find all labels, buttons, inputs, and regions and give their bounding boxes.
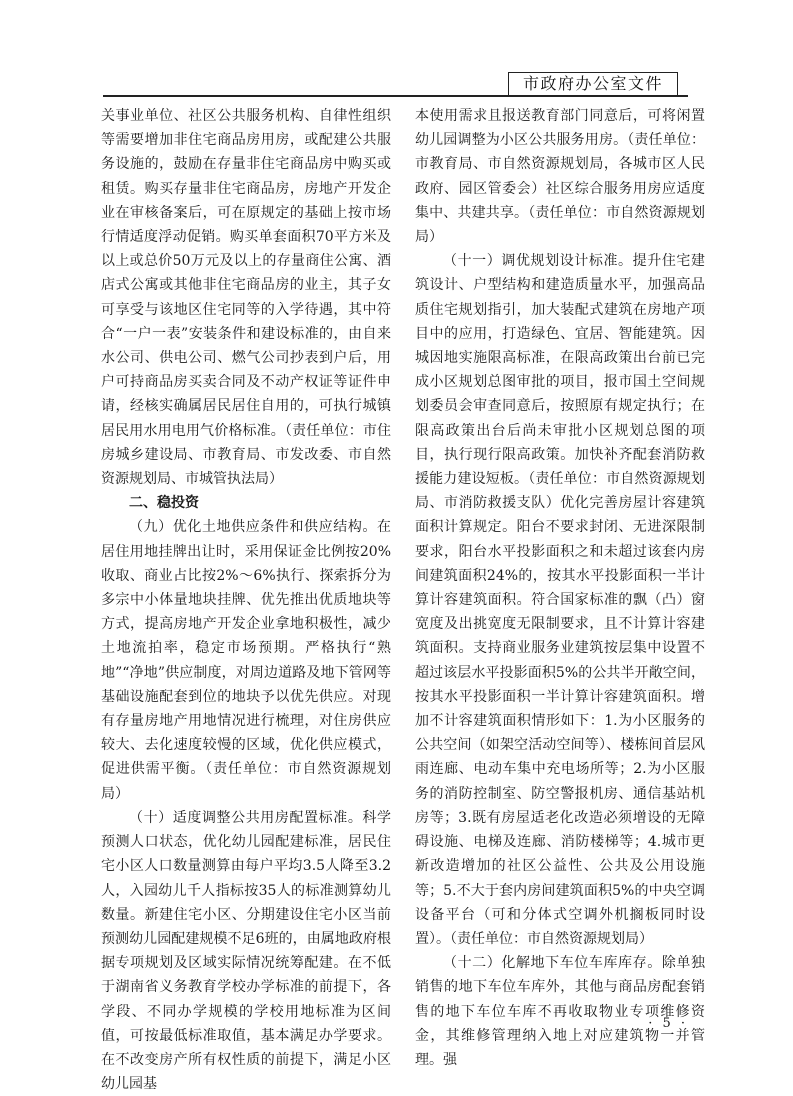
right-column [415,104,705,1072]
paragraph: （十）适度调整公共用房配置标准。科学预测人口状态，优化幼儿园配建标准，居民住宅小区人口数量测算由每户平均3.5人降至3.2人，入园幼儿千人指标按35人的标准测算幼儿数量。新建住宅小区、分期建设住宅小区当前预测幼儿园配建规模不足6班的，由属地政府根据专项规划及区域实际情况统筹配建。在不低于湖南省义务教育学校办学标准的前提下，各学段、不同办学规模的学校用地标准为区间值，可按最低标准取值，基本满足办学要求。在不改变房产所有权性质的前提下，满足小区幼儿园基 [101,809,391,1093]
header-rule [103,95,688,97]
paragraph: 关事业单位、社区公共服务机构、自律性组织等需要增加非住宅商品房用房，或配建公共服务设施的，鼓励在存量非住宅商品房中购买或租赁。购买存量非住宅商品房，房地产开发企业在审核备案后，可在原规定的基础上按市场行情适度浮动促销。购买单套面积70平方米及以上或总价50万元及以上的存量商住公寓、酒店式公寓或其他非住宅商品房的业主，其子女可享受与该地区住宅同等的入学待遇，其中符合“一户一表”安装条件和建设标准的，由自来水公司、供电公司、燃气公司抄表到户后，用户可持商品房买卖合同及不动产权证等证件申请，经核实确属居民居住自用的，可执行城镇居民用水用电用气价格标准。（责任单位：市住房城乡建设局、市教育局、市发改委、市自然资源规划局、市城管执法局） [101,108,391,488]
paragraph: 本使用需求且报送教育部门同意后，可将闲置幼儿园调整为小区公共服务用房。（责任单位：市教育局、市自然资源规划局，各城市区人民政府、园区管委会）社区综合服务用房应适度集中、共建共享。（责任单位：市自然资源规划局） [415,108,705,246]
header-label: 市政府办公室文件 [508,72,678,95]
page-number: · 5 · [648,1016,688,1031]
left-column [101,104,391,1096]
paragraph: （十一）调优规划设计标准。提升住宅建筑设计、户型结构和建造质量水平，加强高品质住宅规划指引，加大装配式建筑在房地产项目中的应用，打造绿色、宜居、智能建筑。因城因地实施限高标准，在限高政策出台前已完成小区规划总图审批的项目，报市国土空间规划委员会审查同意后，按照原有规定执行；在限高政策出台后尚未审批小区规划总图的项目，执行现行限高政策。加快补齐配套消防救援能力建设短板。（责任单位：市自然资源规划局、市消防救援支队）优化完善房屋计容建筑面积计算规定。阳台不要求封闭、无进深限制要求，阳台水平投影面积之和未超过该套内房间建筑面积24%的，按其水平投影面积一半计算计容建筑面积。符合国家标准的飘（凸）窗宽度及出挑宽度无限制要求，且不计算计容建筑面积。支持商业服务业建筑按层集中设置不超过该层水平投影面积5%的公共半开敞空间，按其水平投影面积一半计算计容建筑面积。增加不计容建筑面积情形如下：1.为小区服务的公共空间（如架空活动空间等）、楼栋间首层风雨连廊、电动车集中充电场所等；2.为小区服务的消防控制室、防空警报机房、通信基站机房等；3.既有房屋适老化改造必须增设的无障碍设施、电梯及连廊、消防楼梯等；4.城市更新改造增加的社区公益性、公共及公用设施等；5.不大于套内房间建筑面积5%的中央空调设备平台（可和分体式空调外机搁板同时设置）。（责任单位：市自然资源规划局） [415,253,705,947]
paragraph: （十二）化解地下车位车库库存。除单独销售的地下车位车库外，其他与商品房配套销售的地下车位车库不再收取物业专项维修资金，其维修管理纳入地上对应建筑物一并管理。强 [415,955,705,1068]
section-heading: 二、稳投资 [129,495,199,512]
paragraph: （九）优化土地供应条件和供应结构。在居住用地挂牌出让时，采用保证金比例按20%收取、商业占比按2%～6%执行、探索拆分为多宗中小体量地块挂牌、优先推出优质地块等方式，提高房地产开发企业拿地积极性，减少土地流拍率，稳定市场预期。严格执行“熟地”“净地”供应制度，对周边道路及地下管网等基础设施配套到位的地块予以优先供应。对现有存量房地产用地情况进行梳理，对住房供应较大、去化速度较慢的区域，优化供应模式，促进供需平衡。（责任单位：市自然资源规划局） [101,519,391,802]
